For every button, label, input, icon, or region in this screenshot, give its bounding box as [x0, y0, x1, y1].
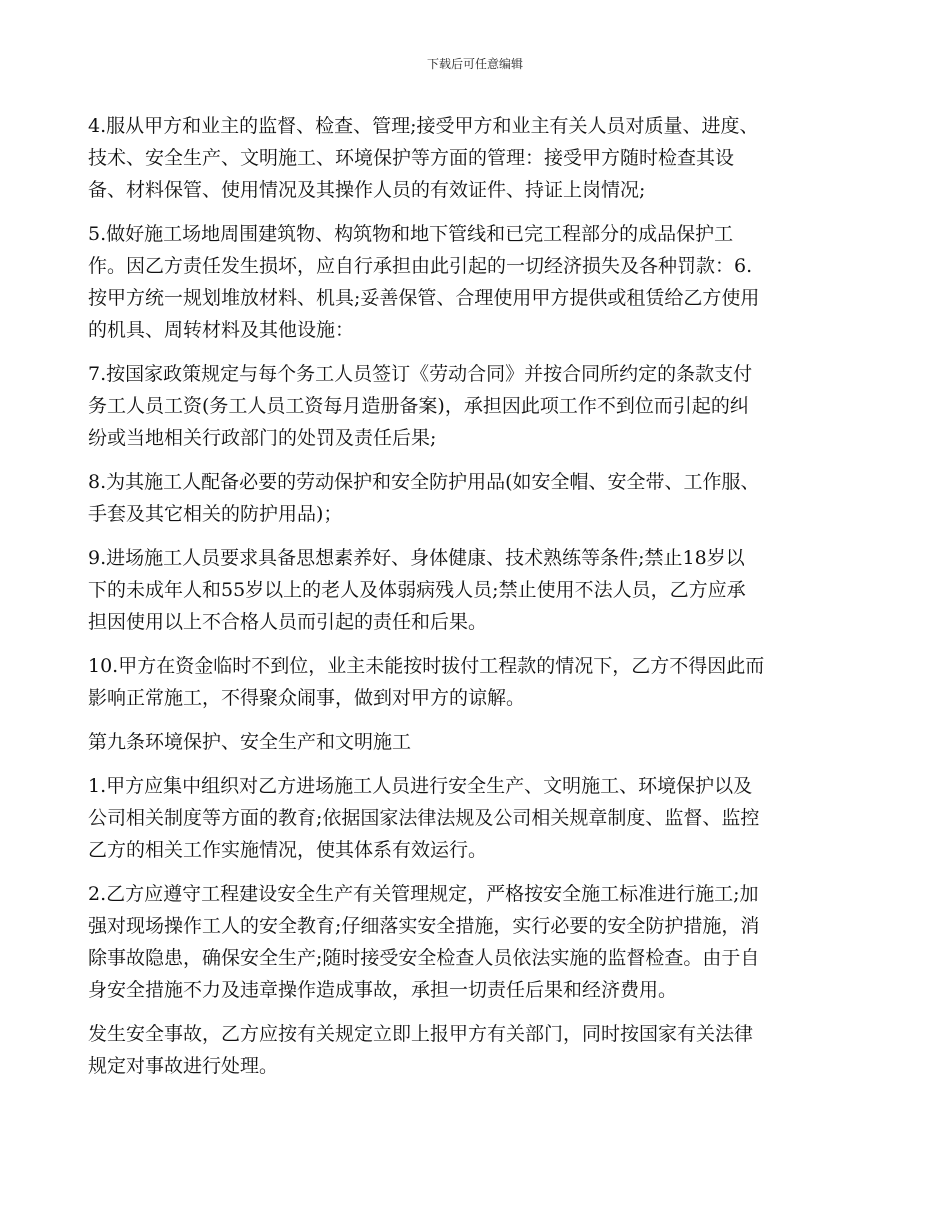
accident-clause	[88, 1018, 868, 1082]
text-line: 7.按国家政策规定与每个务工人员签订《劳动合同》并按合同所约定的条款支付	[88, 363, 753, 385]
text-line: 规定对事故进行处理。	[88, 1055, 279, 1077]
clause-10	[88, 650, 868, 714]
text-line: 手套及其它相关的防护用品)；	[88, 503, 343, 525]
text-line: 发生安全事故，乙方应按有关规定立即上报甲方有关部门，同时按国家有关法律	[88, 1023, 754, 1045]
clause-7	[88, 358, 868, 454]
text-line: 身安全措施不力及违章操作造成事故，承担一切责任后果和经济费用。	[88, 979, 678, 1001]
page-header: 下载后可任意编辑	[426, 57, 523, 71]
section-clause-1	[88, 770, 868, 866]
text-line: 公司相关制度等方面的教育;依据国家法律法规及公司相关规章制度、监督、监控	[88, 807, 760, 829]
text-line: 的机具、周转材料及其他设施：	[88, 319, 355, 341]
text-line: 作。因乙方责任发生损坏，应自行承担由此引起的一切经济损失及各种罚款：6.	[88, 255, 753, 277]
text-line: 9.进场施工人员要求具备思想素养好、身体健康、技术熟练等条件;禁止18岁以	[88, 547, 745, 569]
text-line: 影响正常施工，不得聚众闹事，做到对甲方的谅解。	[88, 687, 526, 709]
text-line: 10.甲方在资金临时不到位，业主未能按时拔付工程款的情况下，乙方不得因此而	[88, 655, 765, 677]
text-line: 纷或当地相关行政部门的处罚及责任后果;	[88, 427, 437, 449]
section-heading	[88, 726, 868, 758]
text-line: 4.服从甲方和业主的监督、检查、管理;接受甲方和业主有关人员对质量、进度、	[88, 115, 759, 137]
text-line: 1.甲方应集中组织对乙方进场施工人员进行安全生产、文明施工、环境保护以及	[88, 775, 753, 797]
clause-4	[88, 110, 868, 206]
text-line: 备、材料保管、使用情况及其操作人员的有效证件、持证上岗情况;	[88, 179, 646, 201]
text-line: 8.为其施工人配备必要的劳动保护和安全防护用品(如安全帽、安全带、工作服、	[88, 471, 760, 493]
text-line: 技术、安全生产、文明施工、环境保护等方面的管理：接受甲方随时检查其设	[88, 147, 735, 169]
clause-9	[88, 542, 868, 638]
text-line: 务工人员工资(务工人员工资每月造册备案)，承担因此项工作不到位而引起的纠	[88, 395, 749, 417]
text-line: 按甲方统一规划堆放材料、机具;妥善保管、合理使用甲方提供或租赁给乙方使用	[88, 287, 760, 309]
text-line: 2.乙方应遵守工程建设安全生产有关管理规定，严格按安全施工标准进行施工;加	[88, 883, 759, 905]
clause-8	[88, 466, 868, 530]
document-body	[88, 110, 868, 1094]
clause-5-6	[88, 218, 868, 346]
text-line: 担因使用以上不合格人员而引起的责任和后果。	[88, 611, 488, 633]
section-clause-2	[88, 878, 868, 1006]
text-line: 强对现场操作工人的安全教育;仔细落实安全措施，实行必要的安全防护措施，消	[88, 915, 760, 937]
text-line: 第九条环境保护、安全生产和文明施工	[88, 731, 412, 753]
text-line: 乙方的相关工作实施情况，使其体系有效运行。	[88, 839, 488, 861]
text-line: 5.做好施工场地周围建筑物、构筑物和地下管线和已完工程部分的成品保护工	[88, 223, 734, 245]
text-line: 下的未成年人和55岁以上的老人及体弱病残人员;禁止使用不法人员，乙方应承	[88, 579, 746, 601]
text-line: 除事故隐患，确保安全生产;随时接受安全检查人员依法实施的监督检查。由于自	[88, 947, 760, 969]
